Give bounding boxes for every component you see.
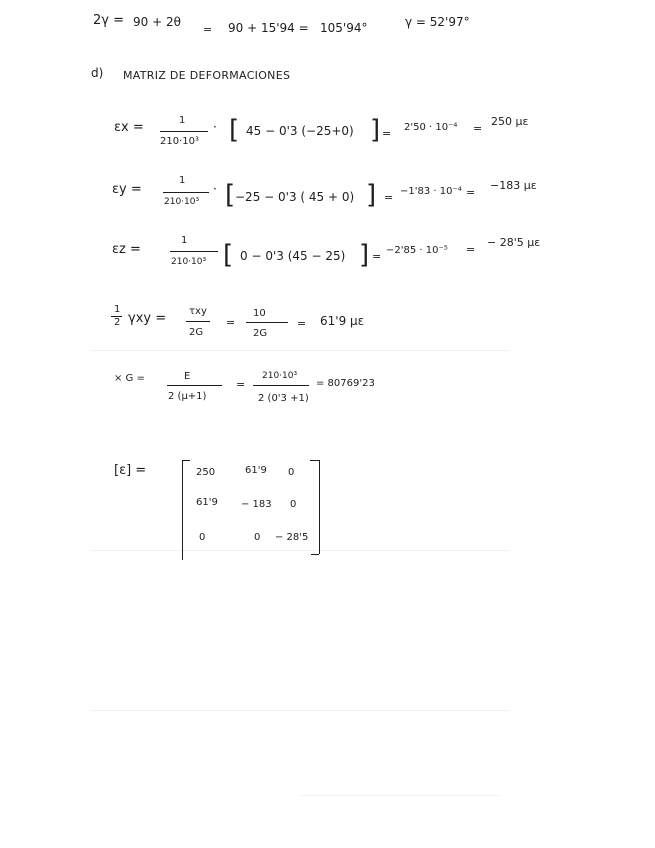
equals-sign: = <box>466 243 476 256</box>
matrix-cell: − 28'5 <box>275 532 309 543</box>
ruled-line <box>90 550 510 551</box>
fraction-denominator: 210·10³ <box>171 257 207 267</box>
epsilon-z-body: 0 − 0'3 (45 − 25) <box>240 249 346 263</box>
fraction-bar <box>163 192 209 193</box>
bracket-close: ] <box>366 180 377 210</box>
fraction-numerator: 1 <box>181 235 188 246</box>
epsilon-x-value: 2'50 · 10⁻⁴ <box>404 122 458 133</box>
epsilon-y-result: −183 με <box>490 179 537 192</box>
ruled-line <box>90 350 510 351</box>
matrix-label: [ε] = <box>114 463 147 478</box>
equals-sign: = <box>466 186 476 199</box>
bracket-close: ] <box>359 240 370 270</box>
matrix-bracket-left <box>182 460 183 560</box>
fraction-denominator: 2G <box>253 328 268 339</box>
angle-substitution: 90 + 15'94 = <box>228 21 309 35</box>
matrix-cell: 0 <box>288 467 295 478</box>
epsilon-y-value: −1'83 · 10⁻⁴ <box>400 186 462 197</box>
fraction-denominator: 2 (μ+1) <box>168 391 207 402</box>
matrix-bracket-left <box>182 460 190 461</box>
fraction-bar <box>246 322 288 323</box>
multiply-dot: · <box>213 182 217 196</box>
bracket-open: [ <box>223 240 234 270</box>
epsilon-y-lhs: εy = <box>112 182 142 197</box>
matrix-cell: 0 <box>290 499 297 510</box>
bracket-close: ] <box>370 115 381 145</box>
epsilon-x-result: 250 με <box>491 115 529 128</box>
equals-sign: = <box>297 317 307 330</box>
equals-sign: = <box>236 378 246 391</box>
bracket-open: [ <box>229 115 240 145</box>
fraction-numerator: E <box>184 371 191 382</box>
epsilon-z-lhs: εz = <box>112 242 141 257</box>
ruled-line <box>300 795 500 796</box>
matrix-cell: 0 <box>254 532 261 543</box>
equals-sign: = <box>382 127 392 140</box>
fraction-numerator: 1 <box>179 175 186 186</box>
half-numerator: 1 <box>114 304 121 315</box>
fraction-bar <box>186 321 210 322</box>
epsilon-z-value: −2'85 · 10⁻⁵ <box>386 245 448 256</box>
matrix-cell: − 183 <box>241 499 272 510</box>
epsilon-z-result: − 28'5 με <box>487 236 541 249</box>
matrix-cell: 61'9 <box>245 465 267 476</box>
bracket-open: [ <box>225 180 236 210</box>
half-denominator: 2 <box>114 317 121 328</box>
equals-sign: = <box>203 23 213 36</box>
fraction-bar <box>167 385 222 386</box>
equals-sign: = <box>384 191 394 204</box>
fraction-numerator: τxy <box>189 306 207 317</box>
epsilon-y-body: −25 − 0'3 ( 45 + 0) <box>235 190 355 204</box>
gamma-xy-lhs: γxy = <box>128 311 167 326</box>
fraction-numerator: 10 <box>253 308 266 319</box>
ruled-line <box>90 710 510 711</box>
fraction-denominator: 210·10³ <box>160 136 199 147</box>
angle-lhs: 2γ = <box>93 13 124 28</box>
equals-sign: = <box>226 316 236 329</box>
fraction-numerator: 210·10³ <box>262 371 298 381</box>
angle-sum: 90 + 2θ <box>133 15 181 29</box>
matrix-cell: 0 <box>199 532 206 543</box>
multiply-dot: · <box>213 120 217 134</box>
matrix-bracket-right <box>310 460 319 461</box>
gamma-result: γ = 52'97° <box>405 15 470 29</box>
shear-modulus-lhs: × G = <box>114 373 145 384</box>
equals-sign: = <box>372 250 382 263</box>
equals-sign: = <box>473 122 483 135</box>
shear-modulus-result: = 80769'23 <box>316 378 375 389</box>
epsilon-x-lhs: εx = <box>114 120 144 135</box>
angle-result: 105'94° <box>320 21 368 35</box>
matrix-bracket-right <box>311 554 319 555</box>
epsilon-x-body: 45 − 0'3 (−25+0) <box>246 124 354 138</box>
matrix-cell: 250 <box>196 467 216 478</box>
fraction-bar <box>170 251 218 252</box>
gamma-xy-result: 61'9 με <box>320 314 365 328</box>
matrix-cell: 61'9 <box>196 497 218 508</box>
fraction-denominator: 210·10³ <box>164 197 200 207</box>
fraction-bar <box>253 385 309 386</box>
fraction-denominator: 2 (0'3 +1) <box>258 393 309 404</box>
section-title: MATRIZ DE DEFORMACIONES <box>123 69 291 82</box>
fraction-bar <box>160 131 208 132</box>
fraction-denominator: 2G <box>189 327 204 338</box>
fraction-numerator: 1 <box>179 115 186 126</box>
matrix-bracket-right <box>319 460 320 554</box>
section-label: d) <box>91 66 104 80</box>
